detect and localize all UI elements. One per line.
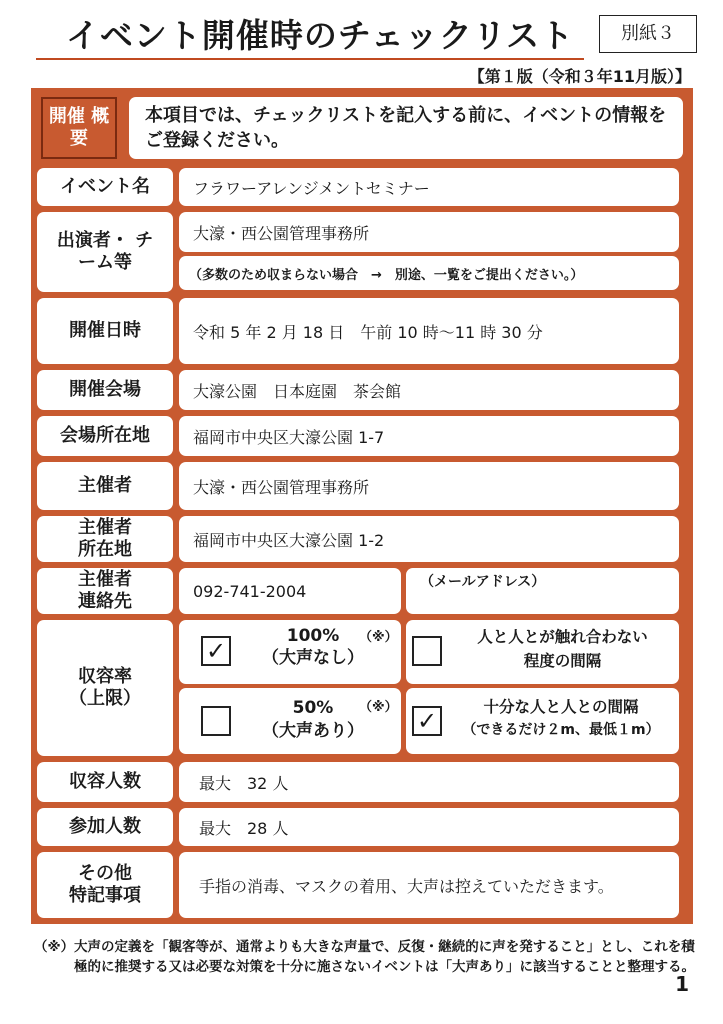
max-capacity-label: 収容人数	[37, 762, 173, 802]
option-50-cell	[179, 688, 401, 754]
footnote	[34, 938, 706, 977]
participants-field[interactable]: 最大 28 人	[179, 808, 679, 846]
participants-label: 参加人数	[37, 808, 173, 846]
option-100-mark: （※）	[359, 630, 398, 645]
option-spacing-light-cell	[406, 620, 679, 684]
venue-address-label: 会場所在地	[37, 416, 173, 456]
date-field[interactable]: 令和 5 年 2 月 18 日 午前 10 時～11 時 30 分	[179, 298, 679, 364]
option-50-mark: （※）	[359, 700, 398, 715]
organizer-field[interactable]: 大濠・西公園管理事務所	[179, 462, 679, 510]
organizer-contact-label: 主催者 連絡先	[37, 568, 173, 614]
checklist-form	[31, 88, 693, 924]
venue-address-field[interactable]: 福岡市中央区大濠公園 1-7	[179, 416, 679, 456]
organizer-address-field[interactable]: 福岡市中央区大濠公園 1-2	[179, 516, 679, 562]
option-50-line1: 50%	[292, 698, 334, 718]
page-title: イベント開催時のチェックリスト	[65, 16, 575, 55]
overview-text: 本項目では、チェックリストを記入する前に、イベントの情報をご登録ください。	[129, 97, 683, 159]
max-capacity-field[interactable]: 最大 32 人	[179, 762, 679, 802]
page-number: 1	[675, 972, 689, 996]
option-100-line2: （大声なし）	[262, 648, 364, 668]
attachment-badge: 別紙３	[599, 15, 697, 53]
event-name-label: イベント名	[37, 168, 173, 206]
other-notes-field[interactable]: 手指の消毒、マスクの着用、大声は控えていただきます。	[179, 852, 679, 918]
checkbox-spacing-light[interactable]	[412, 636, 442, 666]
checkbox-50[interactable]	[201, 706, 231, 736]
email-label: （メールアドレス）	[420, 574, 546, 590]
checkbox-spacing-wide[interactable]: ✓	[412, 706, 442, 736]
option-spacing-wide-line2: （できるだけ２m、最低１m）	[462, 722, 660, 738]
option-100-cell	[179, 620, 401, 684]
option-100-line1: 100%	[286, 626, 340, 646]
option-50-line2: （大声あり）	[262, 721, 364, 741]
performers-note: （多数のため収まらない場合 → 別途、一覧をご提出ください。）	[179, 256, 679, 290]
organizer-label: 主催者	[37, 462, 173, 510]
option-spacing-light-line1: 人と人とが触れ合わない	[477, 628, 648, 646]
capacity-rate-label: 収容率 （上限）	[37, 620, 173, 756]
date-label: 開催日時	[37, 298, 173, 364]
contact-email-field[interactable]	[406, 568, 679, 614]
organizer-address-label: 主催者 所在地	[37, 516, 173, 562]
footnote-text: 大声の定義を「観客等が、通常よりも大きな声量で、反復・継続的に声を発すること」とし、これを積極的に推奨する又は必要な対策を十分に施さないイベントは「大声あり」に該当することと整理する。	[74, 939, 695, 975]
performers-field[interactable]: 大濠・西公園管理事務所	[179, 212, 679, 252]
checkbox-100[interactable]: ✓	[201, 636, 231, 666]
overview-badge: 開催 概要	[41, 97, 117, 159]
venue-label: 開催会場	[37, 370, 173, 410]
contact-phone-field[interactable]: 092-741-2004	[179, 568, 401, 614]
venue-field[interactable]: 大濠公園 日本庭園 茶会館	[179, 370, 679, 410]
other-notes-label: その他 特記事項	[37, 852, 173, 918]
event-name-field[interactable]: フラワーアレンジメントセミナー	[179, 168, 679, 206]
option-spacing-wide-cell	[406, 688, 679, 754]
option-spacing-light-line2: 程度の間隔	[523, 652, 602, 670]
footnote-mark: （※）	[34, 939, 75, 955]
edition-label: 【第１版（令和３年11月版）】	[468, 67, 691, 86]
performers-label: 出演者・ チーム等	[37, 212, 173, 292]
title-underline	[36, 58, 584, 60]
option-spacing-wide-line1: 十分な人と人との間隔	[483, 698, 639, 716]
